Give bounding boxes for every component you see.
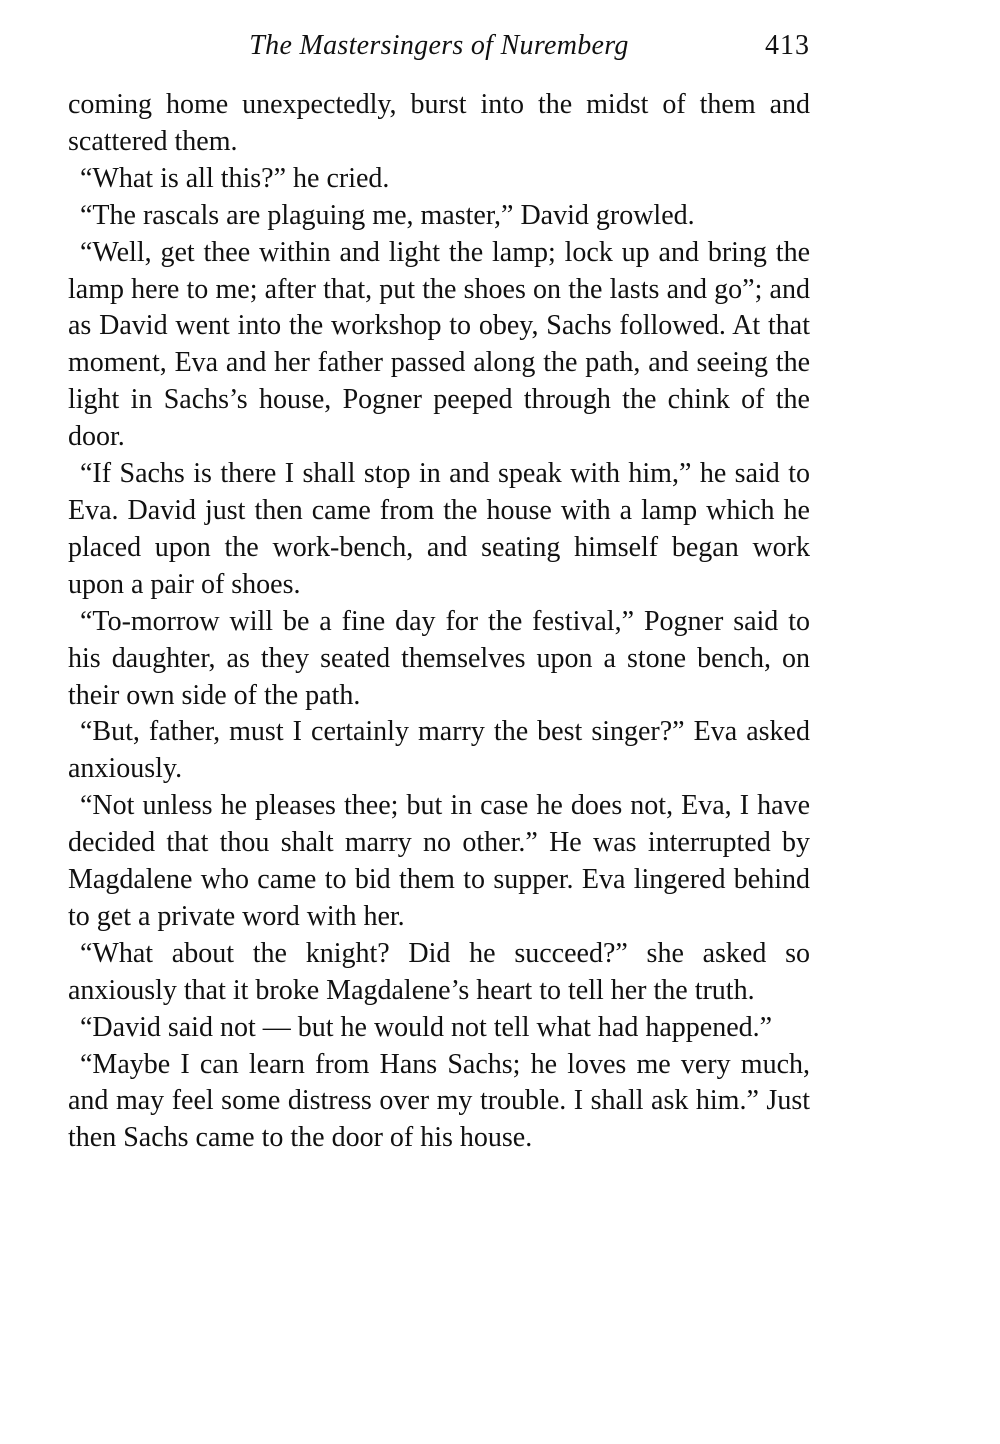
paragraph: “The rascals are plaguing me, master,” David growled.	[80, 199, 695, 231]
body-text	[68, 87, 810, 1157]
running-title: The Mastersingers of Nuremberg	[249, 30, 629, 61]
paragraph: “Maybe I can learn from Hans Sachs; he loves me very much, and may feel some distress over my trouble. I shall ask him.” Just then Sachs came to the door of his house.	[68, 1048, 810, 1154]
paragraph: “Well, get thee within and light the lamp; lock up and bring the lamp here to me; after that, put the shoes on the lasts and go”; and as David went into the workshop to obey, Sachs followed. At that moment, Eva and her father passed along the path, and seeing the light in Sachs’s house, Pogner peeped through the chink of the door.	[68, 236, 810, 453]
paragraph: “Not unless he pleases thee; but in case he does not, Eva, I have decided that thou shalt marry no other.” He was interrupted by Magdalene who came to bid them to supper. Eva lingered behind to get a private word with her.	[68, 790, 810, 932]
paragraph: “If Sachs is there I shall stop in and speak with him,” he said to Eva. David just then came from the house with a lamp which he placed upon the work-bench, and seating himself began work upon a pair of shoes.	[68, 458, 810, 600]
page-number: 413	[765, 30, 810, 61]
running-head	[68, 26, 810, 66]
paragraph: “David said not — but he would not tell what had happened.”	[80, 1011, 773, 1043]
paragraph: “What about the knight? Did he succeed?” she asked so anxiously that it broke Magdalene’s heart to tell her the truth.	[68, 937, 810, 1006]
paragraph: “To-morrow will be a fine day for the festival,” Pogner said to his daughter, as they seated themselves upon a stone bench, on their own side of the path.	[68, 605, 810, 711]
paragraph: “But, father, must I certainly marry the best singer?” Eva asked anxiously.	[68, 716, 810, 785]
paragraph: “What is all this?” he cried.	[80, 162, 390, 194]
paragraph-continuation: coming home unexpectedly, burst into the midst of them and scattered them.	[68, 89, 810, 157]
